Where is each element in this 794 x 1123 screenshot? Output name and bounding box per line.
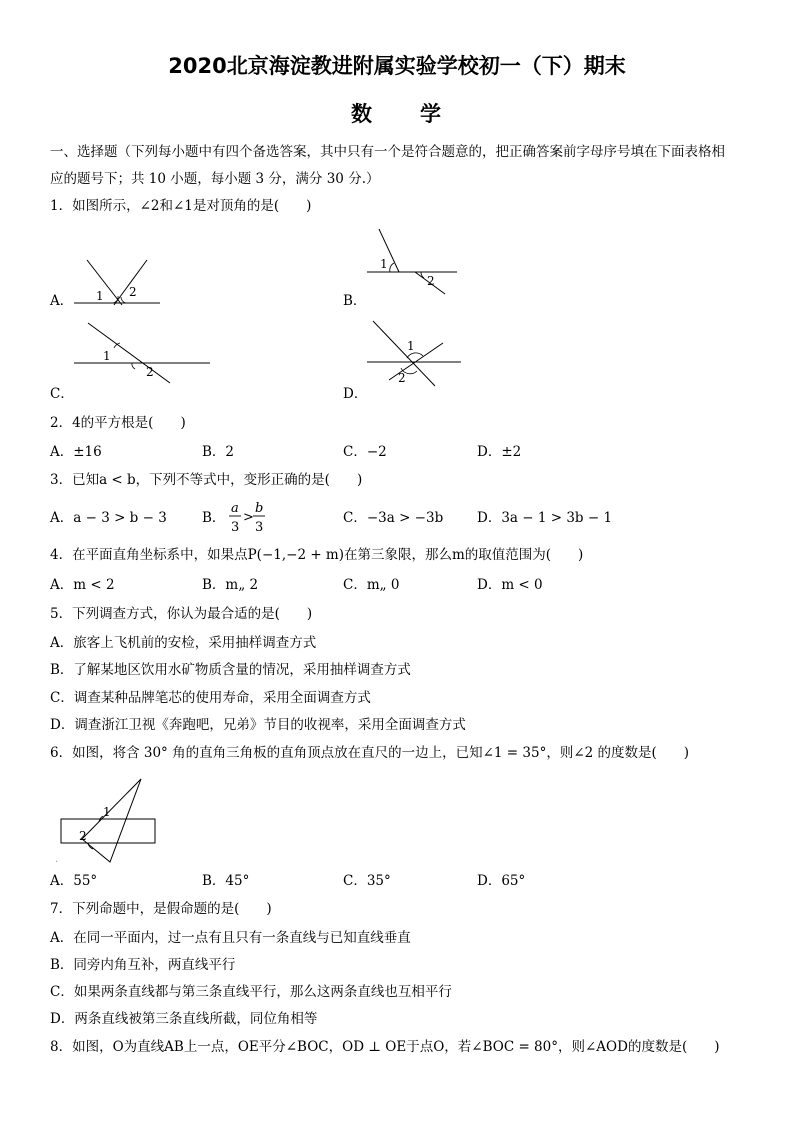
q7-option-c: C．如果两条直线都与第三条直线平行，那么这两条直线也互相平行 [50, 984, 452, 1000]
q6-option-d: D．65° [477, 873, 526, 889]
q1a-label-2: 2 [129, 285, 137, 299]
q4-option-d: D．m < 0 [477, 577, 543, 593]
q2-option-d: D．±2 [477, 444, 522, 460]
q3-option-a: A．a − 3 > b − 3 [50, 510, 167, 526]
q1-stem: 1．如图所示，∠2和∠1是对顶角的是( ) [50, 198, 312, 214]
q4-option-b: B．m„ 2 [202, 577, 259, 593]
q3-option-b-fraction [228, 499, 268, 537]
q5-option-d: D．调查浙江卫视《奔跑吧，兄弟》节目的收视率，采用全面调查方式 [50, 717, 466, 733]
q6-option-b: B．45° [202, 873, 250, 889]
frac-den-2: 3 [255, 520, 264, 535]
q1-figure-d [365, 318, 465, 388]
q1a-label-1: 1 [96, 289, 104, 303]
frac-gt: > [243, 510, 254, 525]
q2-option-b: B．2 [202, 444, 235, 460]
q4-stem: 4．在平面直角坐标系中，如果点P(−1,−2 + m)在第三象限，那么m的取值范围为( ) [50, 547, 584, 563]
q5-option-c: C．调查某种品牌笔芯的使用寿命，采用全面调查方式 [50, 690, 371, 706]
q6-label-2: 2 [79, 829, 87, 843]
q2-option-c: C．−2 [343, 444, 387, 460]
q2-option-a: A．±16 [50, 444, 102, 460]
q3-option-d: D．3a − 1 > 3b − 1 [477, 510, 613, 526]
q1-option-a: A． [50, 293, 74, 309]
frac-num-a: a [231, 501, 239, 516]
q1b-label-2: 2 [427, 274, 435, 288]
q1-figure-b [365, 226, 465, 296]
frac-den-1: 3 [231, 520, 240, 535]
q6-label-1: 1 [103, 805, 111, 819]
q1d-label-1: 1 [407, 339, 415, 353]
q4-option-c: C．m„ 0 [343, 577, 400, 593]
q1-figure-a [72, 255, 167, 310]
q5-stem: 5．下列调查方式，你认为最合适的是( ) [50, 606, 313, 622]
q7-option-a: A．在同一平面内，过一点有且只有一条直线与已知直线垂直 [50, 930, 411, 946]
frac-num-b: b [255, 501, 264, 516]
q1c-label-1: 1 [103, 349, 111, 363]
q1d-label-2: 2 [398, 371, 406, 385]
section-intro-line2: 应的题号下；共 10 小题，每小题 3 分，满分 30 分.） [50, 171, 380, 187]
q3-option-c: C．−3a > −3b [343, 510, 444, 526]
q3-option-b: B． [202, 510, 226, 526]
page-title: 2020北京海淀教进附属实验学校初一（下）期末 [168, 54, 626, 78]
section-intro-line1: 一、选择题（下列每小题中有四个备选答案，其中只有一个是符合题意的，把正确答案前字母序号填在下面表格相 [50, 144, 725, 160]
q1b-label-1: 1 [380, 257, 388, 271]
q2-stem: 2．4的平方根是( ) [50, 415, 186, 431]
q8-stem: 8．如图，O为直线AB上一点，OE平分∠BOC，OD ⊥ OE于点O，若∠BOC = 80°，则∠AOD的度数是( ) [50, 1039, 720, 1055]
q1-option-d: D． [343, 386, 368, 402]
q1-figure-c [72, 320, 212, 385]
q7-stem: 7．下列命题中，是假命题的是( ) [50, 901, 272, 917]
q6-option-c: C．35° [343, 873, 391, 889]
q5-option-a: A．旅客上飞机前的安检，采用抽样调查方式 [50, 635, 317, 651]
q1c-label-2: 2 [146, 365, 154, 379]
q1-option-b: B． [343, 293, 367, 309]
svg-text:.: . [55, 854, 59, 865]
q1-option-c: C． [50, 386, 74, 402]
q4-option-a: A．m < 2 [50, 577, 115, 593]
q6-stem: 6．如图，将含 30° 角的直角三角板的直角顶点放在直尺的一边上，已知∠1 = 35°，则∠2 的度数是( ) [50, 745, 690, 761]
q6-option-a: A．55° [50, 873, 98, 889]
q5-option-b: B．了解某地区饮用水矿物质含量的情况，采用抽样调查方式 [50, 662, 411, 678]
q7-option-b: B．同旁内角互补，两直线平行 [50, 957, 236, 973]
q3-stem: 3．已知a < b，下列不等式中，变形正确的是( ) [50, 472, 363, 488]
q6-figure [55, 776, 165, 866]
subject-title: 数 学 [351, 102, 443, 126]
q7-option-d: D．两条直线被第三条直线所截，同位角相等 [50, 1011, 318, 1027]
